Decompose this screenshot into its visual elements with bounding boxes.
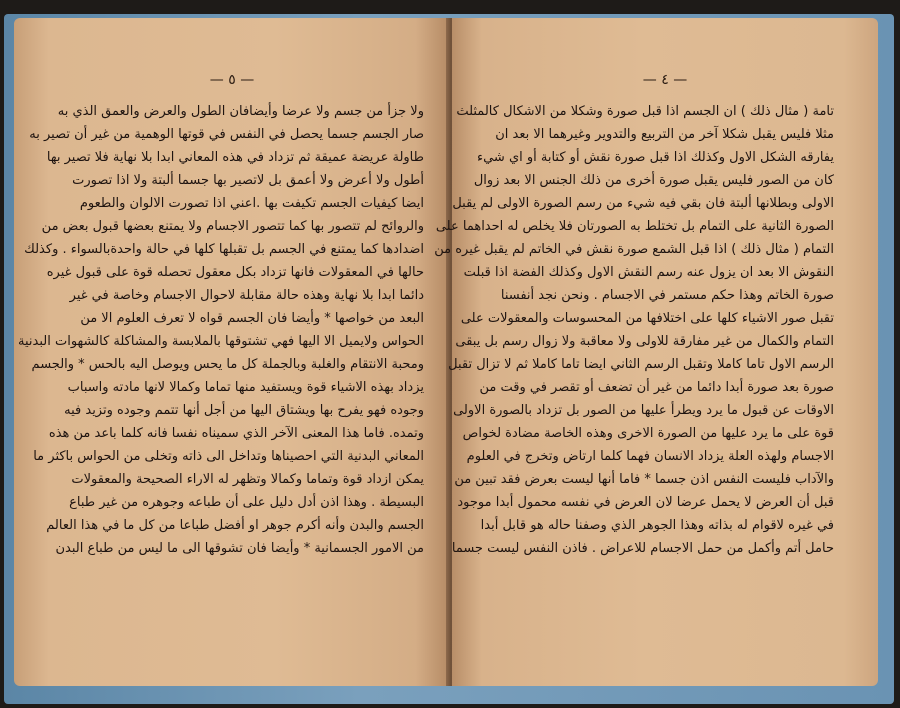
text-line: الاوقات عن قبول ما يرد ويطرأ عليها من الصور بل تزداد بالصورة الاولى	[453, 403, 834, 418]
text-line: الرسم الاول تاما كاملا وتقبل الرسم الثاني ايضا تاما كاملا ثم لا تزال تقبل	[448, 357, 834, 372]
text-line: ايضا كيفيات الجسم تكيفت بها .اعني اذا تصورت الالوان والطعوم	[79, 196, 424, 211]
page-number: — ٥ —	[209, 72, 255, 88]
text-line: والروائح لم تتصور بها كما تتصور الاجسام ولا يمتنع بعضها قبول بعض من	[41, 219, 424, 234]
text-line: صورة الخاتم وهذا حكم مستمر في الاجسام . ونحن نجد أنفسنا	[500, 288, 834, 303]
text-line: التمام ( مثال ذلك ) اذا قبل الشمع صورة نقش في الخاتم لم يقبل غيره من	[434, 242, 834, 257]
page-text	[434, 100, 834, 560]
text-line: يزداد بهذه الاشياء قوة ويستفيد منها تماما وكمالا لانها مادته واسباب	[67, 380, 424, 395]
page-text	[18, 100, 424, 560]
text-line: وجوده فهو يفرح بها ويشتاق اليها من أجل أنها تتمم وجوده وتزيد فيه	[64, 403, 424, 418]
text-line: المعاني البدنية التي احصيناها وتداخل الى ذاته وتخلى من الحواس باكثر ما	[33, 449, 424, 464]
text-line: وتمده. فاما هذا المعنى الآخر الذي سميناه نفسا فانه كلما باعد من هذه	[48, 426, 424, 441]
text-line: قوة على ما يرد عليها من الصورة الاخرى وهذه الخاصة مضادة لخواص	[462, 426, 834, 441]
text-line: البعد من خواصها * وأيضا فان الجسم قواه لا تعرف العلوم الا من	[80, 311, 424, 326]
right-page	[434, 18, 878, 686]
text-line: حامل أتم وأكمل من حمل الاجسام للاعراض . فاذن النفس ليست جسما	[451, 541, 834, 556]
text-line: كان من الصور فليس يقبل صورة أخرى من ذلك الجنس الا بعد زوال	[473, 173, 834, 188]
text-line: دائما ابدا بلا نهاية وهذه حالة مقابلة لاحوال الاجسام وخاصة في غير	[69, 288, 424, 303]
page-number: — ٤ —	[642, 72, 688, 88]
text-line: يفارقه الشكل الاول وكذلك اذا قبل صورة نقش أو كتابة أو اي شيء	[476, 150, 834, 165]
text-line: الحواس ولايميل الا اليها فهي تشتوقها بالملابسة والمشاكلة كالشهوات البدنية	[18, 334, 424, 349]
text-line: أطول ولا أعرض ولا أعمق بل لاتصير بها جسما ألبتة ولا اذا تصورت	[72, 173, 424, 188]
text-line: البسيطة . وهذا اذن أدل دليل على أن طباعه وجوهره من غير طباع	[69, 495, 424, 510]
text-line: الاولى وبطلانها ألبتة فان بقي فيه شيء من رسم الصورة الاولى لم يقبل	[452, 196, 834, 211]
text-line: والآداب فليست النفس اذن جسما * فاما أنها ليست بعرض فقد تبين من	[454, 472, 834, 487]
text-line: اضدادها كما يمتنع في الجسم بل تقبلها كلها في حالة واحدةبالسواء . وكذلك	[24, 242, 424, 257]
text-line: الجسم والبدن وأنه أكرم جوهر او أفضل طباعا من كل ما في هذا العالم	[46, 518, 424, 533]
left-page	[14, 18, 450, 686]
text-line: مثلا فليس يقبل شكلا آخر من التربيع والتدوير وغيرهما الا بعد ان	[495, 127, 834, 142]
text-line: حالها في المعقولات فانها تزداد بكل معقول تحصله قوة على قبول غيره	[46, 265, 424, 280]
text-line: تامة ( مثال ذلك ) ان الجسم اذا قبل صورة وشكلا من الاشكال كالمثلث	[456, 104, 834, 119]
text-line: تقبل صور الاشياء كلها على اختلافها من المحسوسات والمعقولات على	[460, 311, 834, 326]
text-line: صار الجسم جسما يحصل في النفس في قوتها الوهمية من غير أن تصير به	[29, 127, 424, 142]
text-line: ومحبة الانتقام والغلبة وبالجملة كل ما يحس ويوصل اليه بالحس * والجسم	[31, 357, 424, 372]
text-line: الاجسام ولهذه العلة يزداد الانسان فهما كلما ارتاض وتخرج في العلوم	[466, 449, 834, 464]
text-line: صورة بعد صورة أبدا دائما من غير أن تضعف أو تقصر في وقت من	[479, 380, 834, 395]
text-line: الصورة الثانية على التمام بل تختلط به الصورتان فلا يخلص له احداهما على	[435, 219, 834, 234]
text-line: في غيره لاقوام له بذاته وهذا الجوهر الذي وصفنا حاله هو قابل أبدا	[480, 518, 834, 533]
text-line: ولا جزأ من جسم ولا عرضا وأيضافان الطول والعرض والعمق الذي به	[57, 104, 424, 119]
text-line: قبل أن العرض لا يحمل عرضا لان العرض في نفسه محمول أبدا موجود	[457, 495, 834, 510]
text-line: طاولة عريضة عميقة ثم تزداد في هذه المعاني ابدا بلا نهاية فلا تصير بها	[46, 150, 424, 165]
text-line: التمام والكمال من غير مفارقة للاولى ولا معاقبة ولا زوال رسم بل يبقى	[455, 334, 834, 349]
text-line: من الامور الجسمانية * وأيضا فان تشوقها الى ما ليس من طباع البدن	[55, 541, 424, 556]
text-line: يمكن ازداد قوة وتماما وكمالا وتظهر له الاراء الصحيحة والمعقولات	[71, 472, 424, 487]
open-book	[14, 18, 878, 686]
text-line: النقوش الا بعد ان يزول عنه رسم النقش الاول وكذلك الفضة اذا قبلت	[463, 265, 834, 280]
